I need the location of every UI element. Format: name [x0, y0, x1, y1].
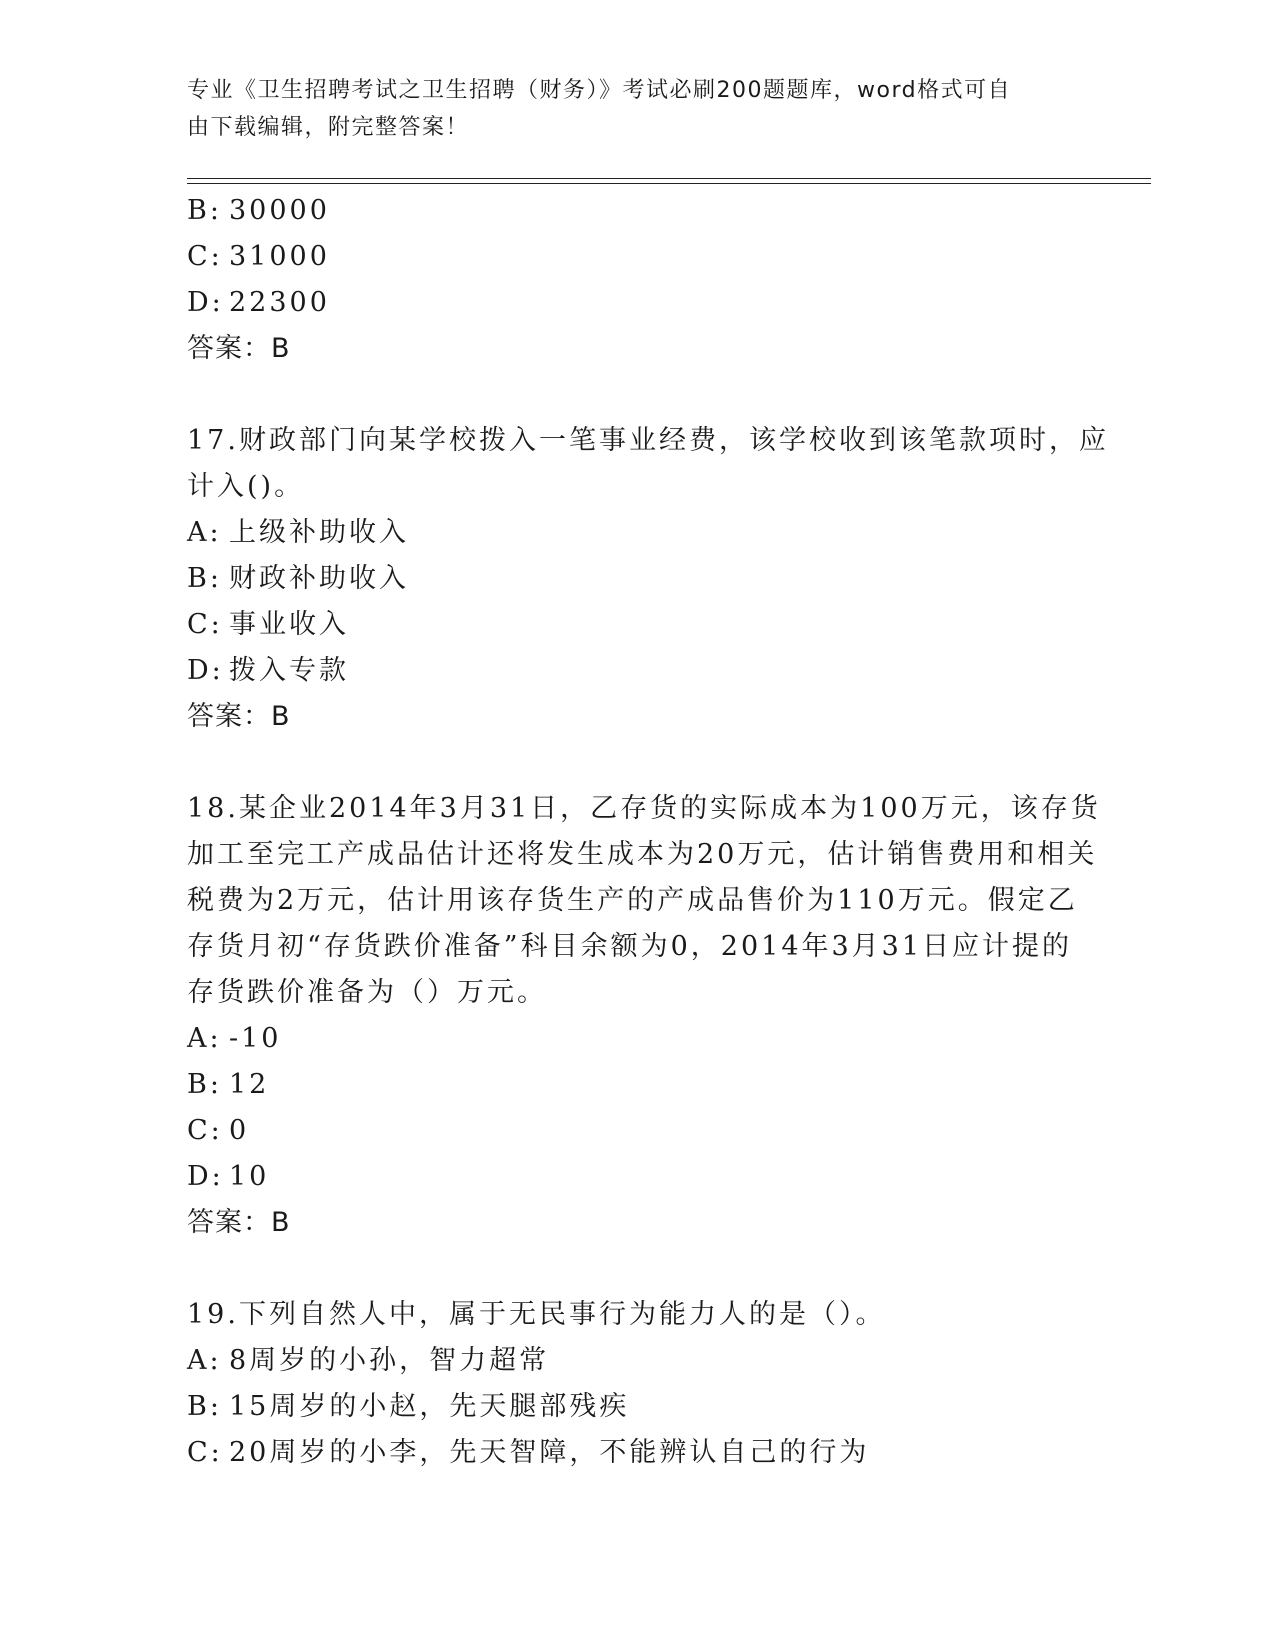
question-19	[187, 1292, 1077, 1476]
option-a: A: 8周岁的小孙，智力超常	[187, 1345, 550, 1376]
header-line-1: 专业《卫生招聘考试之卫生招聘（财务）》考试必刷200题题库，word格式可自	[187, 78, 1012, 103]
option-b: B: 30000	[187, 195, 330, 226]
question-16-tail	[187, 188, 1077, 372]
question-stem-line: 计入()。	[187, 471, 305, 502]
document-body	[187, 188, 1109, 1476]
option-b: B: 15周岁的小赵，先天腿部残疾	[187, 1391, 630, 1422]
option-d: D: 拨入专款	[187, 655, 349, 686]
header-line-2: 由下载编辑，附完整答案！	[187, 115, 470, 140]
question-stem-line: 存货月初“存货跌价准备”科目余额为0，2014年3月31日应计提的	[187, 931, 1073, 962]
answer-label: 答案：B	[187, 1207, 291, 1238]
option-b: B: 12	[187, 1069, 270, 1100]
option-b: B: 财政补助收入	[187, 563, 409, 594]
option-d: D: 10	[187, 1161, 270, 1192]
question-stem-line: 税费为2万元，估计用该存货生产的产成品售价为110万元。假定乙	[187, 885, 1078, 916]
question-stem-line: 19.下列自然人中，属于无民事行为能力人的是（）。	[187, 1299, 886, 1330]
option-d: D: 22300	[187, 287, 330, 318]
option-c: C: 事业收入	[187, 609, 349, 640]
option-a: A: -10	[187, 1023, 282, 1054]
option-a: A: 上级补助收入	[187, 517, 409, 548]
answer-label: 答案：B	[187, 333, 291, 364]
question-stem-line: 加工至完工产成品估计还将发生成本为20万元，估计销售费用和相关	[187, 839, 1098, 870]
question-18	[187, 786, 1101, 1246]
option-c: C: 0	[187, 1115, 250, 1146]
question-stem-line: 18.某企业2014年3月31日，乙存货的实际成本为100万元，该存货	[187, 793, 1101, 824]
answer-label: 答案：B	[187, 701, 291, 732]
question-stem-line: 17.财政部门向某学校拨入一笔事业经费，该学校收到该笔款项时，应	[187, 425, 1109, 456]
question-17	[187, 418, 1109, 740]
header-divider-top	[187, 178, 1151, 179]
question-stem-line: 存货跌价准备为（）万元。	[187, 977, 547, 1008]
header-divider-bottom	[187, 183, 1151, 184]
option-c: C: 20周岁的小李，先天智障，不能辨认自己的行为	[187, 1437, 870, 1468]
option-c: C: 31000	[187, 241, 330, 272]
document-header	[187, 72, 1087, 146]
